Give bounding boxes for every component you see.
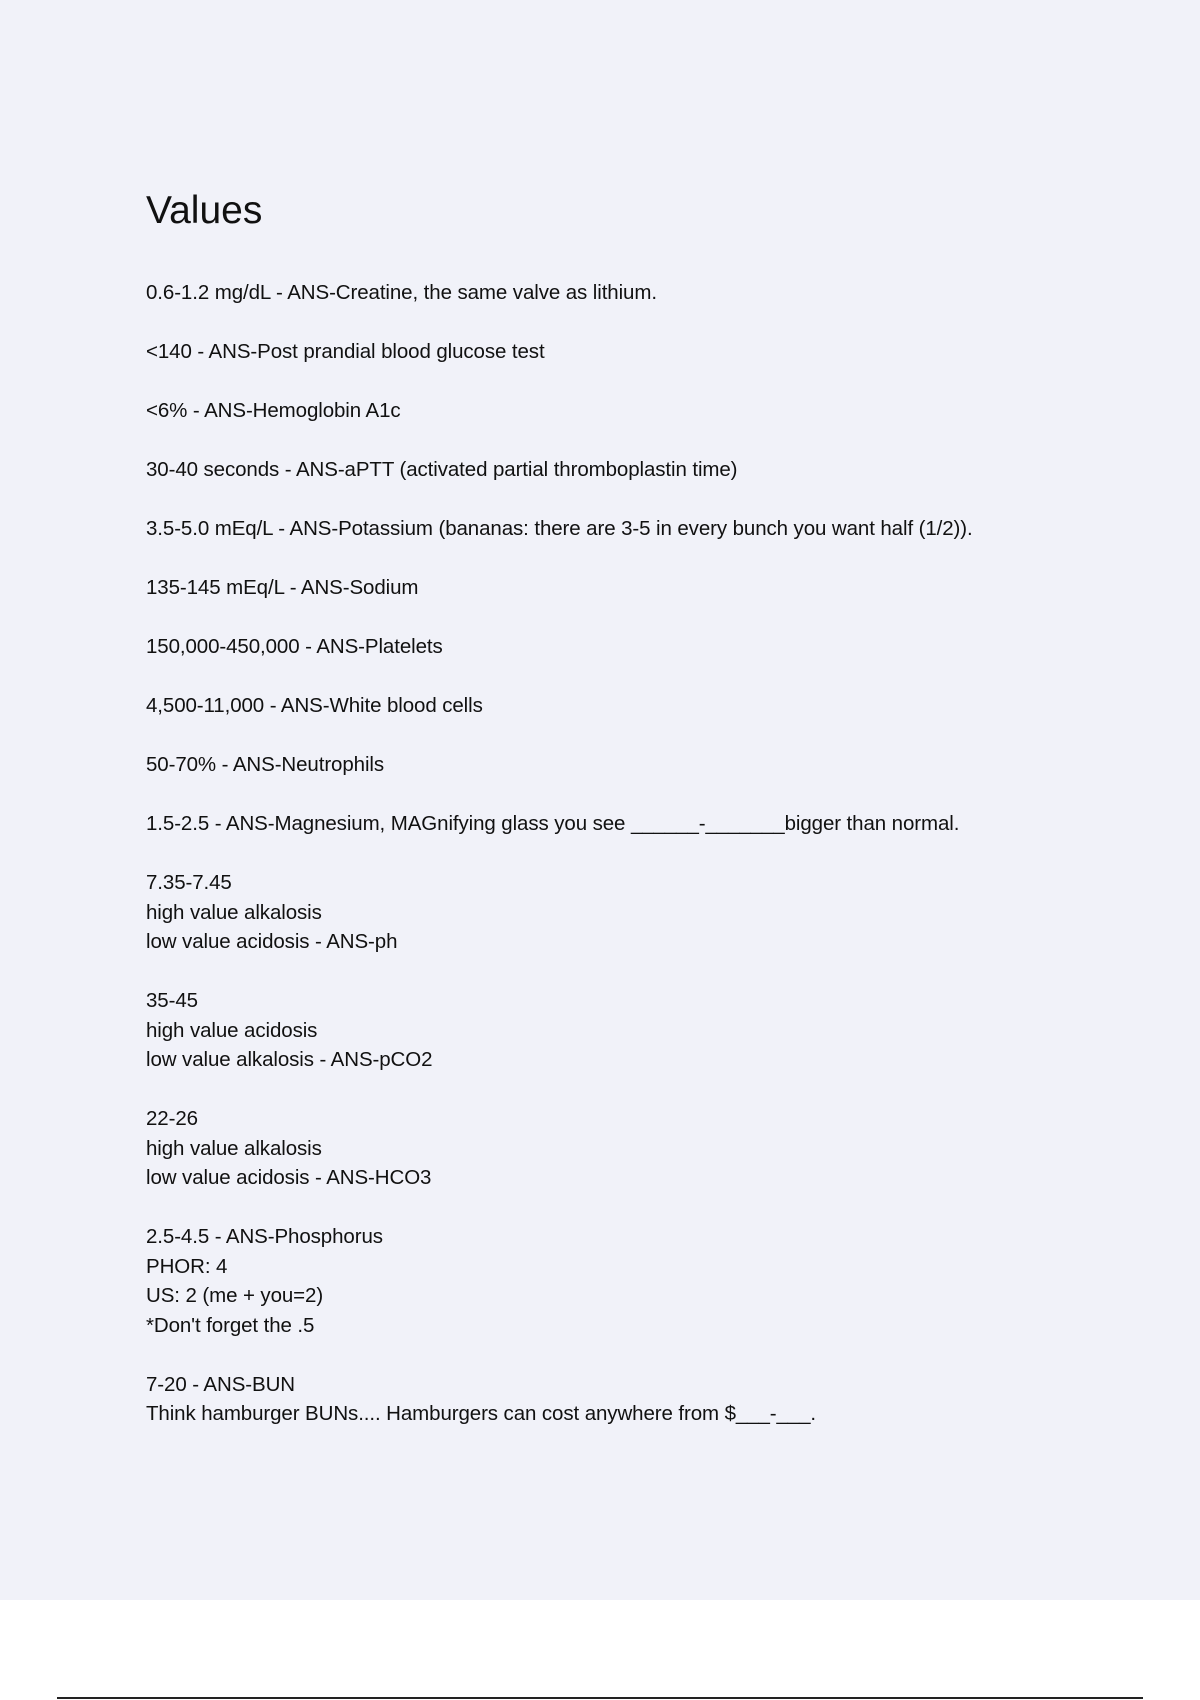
entry-line: low value alkalosis - ANS-pCO2 <box>146 1048 433 1071</box>
entry-line: 150,000-450,000 - ANS-Platelets <box>146 635 443 658</box>
entry-line: low value acidosis - ANS-ph <box>146 930 398 953</box>
value-entry <box>146 632 1106 662</box>
value-entry <box>146 1222 1106 1340</box>
value-entry <box>146 455 1106 485</box>
entry-line: high value alkalosis <box>146 1136 322 1160</box>
value-entry <box>146 1370 1106 1429</box>
value-entry <box>146 514 1106 544</box>
entry-line: 2.5-4.5 - ANS-Phosphorus <box>146 1225 383 1248</box>
entry-line: <140 - ANS-Post prandial blood glucose test <box>146 340 545 363</box>
value-entry <box>146 809 1106 839</box>
value-entry <box>146 396 1106 426</box>
value-entry <box>146 691 1106 721</box>
entry-line: 35-45 <box>146 989 198 1012</box>
footer-divider <box>57 1697 1143 1699</box>
value-entry <box>146 573 1106 603</box>
value-entry <box>146 1104 1106 1193</box>
entry-line: 7-20 - ANS-BUN <box>146 1372 295 1396</box>
entry-line: 135-145 mEq/L - ANS-Sodium <box>146 576 419 599</box>
entry-line: US: 2 (me + you=2) <box>146 1284 324 1307</box>
entry-line: Think hamburger BUNs.... Hamburgers can cost anywhere from $___-___. <box>146 1402 817 1425</box>
entry-line: 30-40 seconds - ANS-aPTT (activated partial thromboplastin time) <box>146 458 738 481</box>
entry-line: 22-26 <box>146 1107 198 1130</box>
document-content <box>146 188 1106 1458</box>
entry-line: PHOR: 4 <box>146 1254 228 1278</box>
entry-line: low value acidosis - ANS-HCO3 <box>146 1166 432 1189</box>
value-entry <box>146 337 1106 367</box>
value-entry <box>146 750 1106 780</box>
entry-line: 1.5-2.5 - ANS-Magnesium, MAGnifying glass you see ______-_______bigger than normal. <box>146 812 960 835</box>
value-entry <box>146 986 1106 1075</box>
entries-list <box>146 278 1106 1429</box>
value-entry <box>146 868 1106 957</box>
document-title: Values <box>146 189 263 232</box>
entry-line: 0.6-1.2 mg/dL - ANS-Creatine, the same valve as lithium. <box>146 281 657 304</box>
entry-line: high value alkalosis <box>146 900 322 924</box>
entry-line: 7.35-7.45 <box>146 871 232 894</box>
entry-line: 4,500-11,000 - ANS-White blood cells <box>146 694 483 717</box>
entry-line: *Don't forget the .5 <box>146 1313 315 1337</box>
entry-line: 50-70% - ANS-Neutrophils <box>146 753 385 776</box>
entry-line: <6% - ANS-Hemoglobin A1c <box>146 399 401 422</box>
entry-line: 3.5-5.0 mEq/L - ANS-Potassium (bananas: there are 3-5 in every bunch you want half (1/2)). <box>146 517 973 540</box>
entry-line: high value acidosis <box>146 1018 318 1042</box>
value-entry <box>146 278 1106 308</box>
